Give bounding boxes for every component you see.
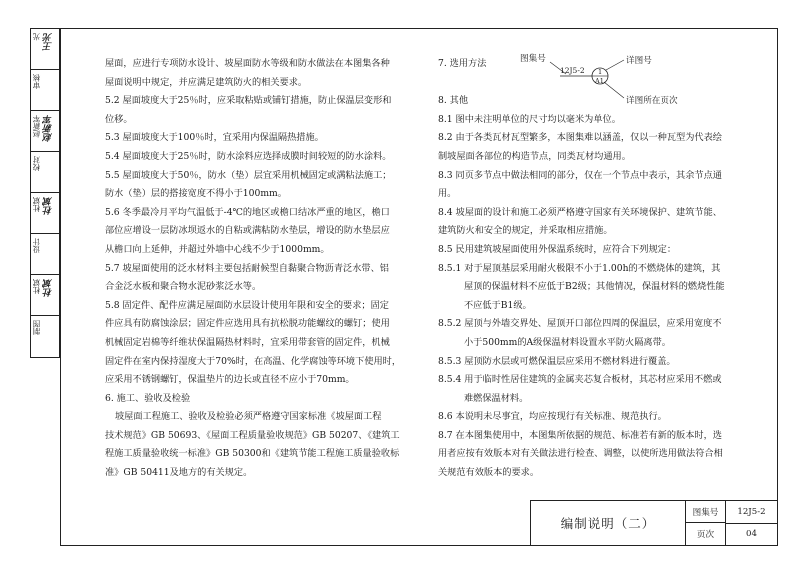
text-line: 屋面说明中规定，并应满足建筑防火的相关要求。: [105, 76, 308, 88]
signature-cell: [31, 234, 59, 275]
text-line: 8.5.2 屋顶与外墙交界处、屋顶开口部位四周的保温层，应采用宽度不: [438, 318, 722, 330]
text-line: 8.5.4 用于临时性居住建筑的金属夹芯复合板材，其芯材应采用不燃或: [438, 374, 722, 386]
atlas-label: 图集号: [520, 54, 546, 64]
signature-name: 赵新军: [44, 115, 54, 142]
text-line: 从檐口向上延伸，并超过外墙中心线不少于1000mm。: [105, 243, 330, 255]
text-line: 5.2 屋面坡度大于25％时，应采取粘贴或铺钉措施，防止保温层变形和: [105, 95, 392, 107]
text-line: 8.5.1 对于屋顶基层采用耐火极限不小于1.00h的不燃烧体的建筑，其: [438, 262, 721, 274]
signature-cell: [31, 275, 59, 316]
signature-name: 杜斌: [44, 279, 54, 297]
text-line: 用者应按有效版本对有关做法进行检查、调整，以使所选用做法符合相: [438, 448, 723, 460]
text-line: 程施工质量验收统一标准》GB 50300和《建筑节能工程施工质量验收标: [105, 448, 400, 460]
detail-label: 详图号: [626, 56, 652, 66]
text-line: 5.5 屋面坡度大于50％，防水（垫）层宜采用机械固定或满粘法施工；: [105, 169, 392, 181]
text-line: 用。: [438, 188, 457, 200]
title-block: [530, 500, 778, 546]
text-line: 5.6 冬季最冷月平均气温低于-4℃的地区或檐口结冰严重的地区，檐口: [105, 206, 390, 218]
text-line: 8.3 同页多节点中做法相同的部分，仅在一个节点中表示，其余节点通: [438, 169, 722, 181]
signature-cell: [31, 316, 59, 357]
text-line: 机械固定岩棉等纤维状保温隔热材料时，宜采用带套管的固定件，机械: [105, 336, 390, 348]
text-line: 5.7 坡屋面使用的泛水材料主要包括耐候型自黏聚合物沥青泛水带、铝: [105, 262, 389, 274]
text-line: 坡屋面工程施工、验收及检验必须严格遵守国家标准《坡屋面工程: [115, 411, 382, 423]
left-column: [105, 55, 430, 483]
signature-role-label: 设计: [32, 238, 41, 253]
text-line: 5.3 屋面坡度大于100％时，宜采用内保温隔热措施。: [105, 132, 324, 144]
atlas-number-value: 12J5-2: [726, 501, 777, 524]
signature-role-label: 光: [32, 33, 41, 41]
page-label: 详图所在页次: [626, 96, 678, 106]
text-line: 8.5.3 屋顶防水层或可燃保温层应采用不燃材料进行覆盖。: [438, 355, 676, 367]
signature-name: 杜斌: [44, 197, 54, 215]
text-line: 不应低于B1级。: [464, 299, 532, 311]
detail-number: 1: [598, 68, 603, 76]
text-line: 位移。: [105, 113, 133, 125]
page-number-key: 页次: [686, 523, 726, 545]
signature-role-label: 杜斌: [32, 197, 41, 212]
text-line: 难燃保温材料。: [464, 392, 529, 404]
text-line: 应采用不锈钢螺钉，保温垫片的边长或直径不应小于70mm。: [105, 374, 355, 386]
text-line: 部位应增设一层防冰坝返水的自粘或满粘防水垫层，增设的防水垫层应: [105, 225, 390, 237]
signature-name: 王光: [44, 33, 54, 51]
selection-method-diagram: [520, 52, 700, 112]
text-line: 7. 选用方法: [438, 58, 487, 69]
detail-page: A1: [595, 77, 604, 85]
text-line: 小于500mm的A级保温材料设置水平防火隔离带。: [464, 336, 671, 348]
sheet-title: 编制说明（二）: [531, 501, 686, 545]
atlas-code: 12J5-2: [560, 66, 585, 75]
signature-cell: [31, 152, 59, 193]
signature-role-label: 杜斌: [32, 279, 41, 294]
signature-cell: [31, 70, 59, 111]
text-line: 准》GB 50411及地方的有关规定。: [105, 467, 253, 479]
text-line: 8.1 图中未注明单位的尺寸均以毫米为单位。: [438, 113, 621, 125]
text-line: 5.4 屋面坡度大于25％时，防水涂料应选择成膜时间较短的防水涂料。: [105, 150, 392, 162]
text-line: 固定件在室内保持湿度大于70%时，在高温、化学腐蚀等环境下使用时，: [105, 355, 402, 367]
signature-role-label: 制图: [32, 320, 41, 335]
signature-cell: [31, 111, 59, 152]
atlas-number-key: 图集号: [686, 501, 726, 523]
signature-cell: [31, 193, 59, 234]
text-line: 屋顶的保温材料不应低于B2级；其他情况，保温材料的燃烧性能: [464, 281, 725, 293]
signature-role-label: 校对: [32, 156, 41, 171]
text-line: 防水（垫）层的搭接宽度不得小于100mm。: [105, 188, 287, 200]
text-line: 合金泛水板和聚合物水泥砂浆泛水等。: [105, 281, 262, 293]
page-number-value: 04: [746, 529, 757, 539]
text-line: 8. 其他: [438, 95, 469, 107]
text-line: 建筑防火和安全的规定，并采取相应措施。: [438, 225, 613, 237]
signature-role-label: 赵新军: [32, 115, 41, 138]
text-line: 技术规范》GB 50693、《屋面工程质量验收规范》GB 50207、《建筑工: [105, 429, 400, 441]
text-line: 关规范有效版本的要求。: [438, 467, 540, 479]
signature-strip: [30, 28, 60, 358]
text-line: 8.6 本说明未尽事宜，均应按现行有关标准、规范执行。: [438, 411, 667, 423]
text-line: 6. 施工、验收及检验: [105, 392, 191, 404]
text-line: 8.7 在本图集使用中，本图集所依据的规范、标准若有新的版本时，选: [438, 429, 722, 441]
text-line: 8.2 由于各类瓦材瓦型繁多，本图集难以涵盖，仅以一种瓦型为代表绘: [438, 132, 722, 144]
right-column: [438, 55, 773, 483]
signature-role-label: 审核: [32, 74, 41, 89]
text-line: 5.8 固定件、配件应满足屋面防水层设计使用年限和安全的要求；固定: [105, 299, 389, 311]
text-line: 屋面，应进行专项防水设计、坡屋面防水等级和防水做法在本图集各种: [105, 58, 390, 69]
text-line: 制坡屋面各部位的构造节点，同类瓦材均通用。: [438, 150, 631, 162]
text-line: 8.5 民用建筑坡屋面使用外保温系统时，应符合下列规定：: [438, 243, 677, 255]
signature-cell: [31, 29, 59, 70]
text-line: 件应具有防腐蚀涂层；固定件应选用具有抗松脱功能螺纹的螺钉；使用: [105, 318, 390, 330]
text-line: 8.4 坡屋面的设计和施工必须严格遵守国家有关环境保护、建筑节能、: [438, 206, 722, 218]
